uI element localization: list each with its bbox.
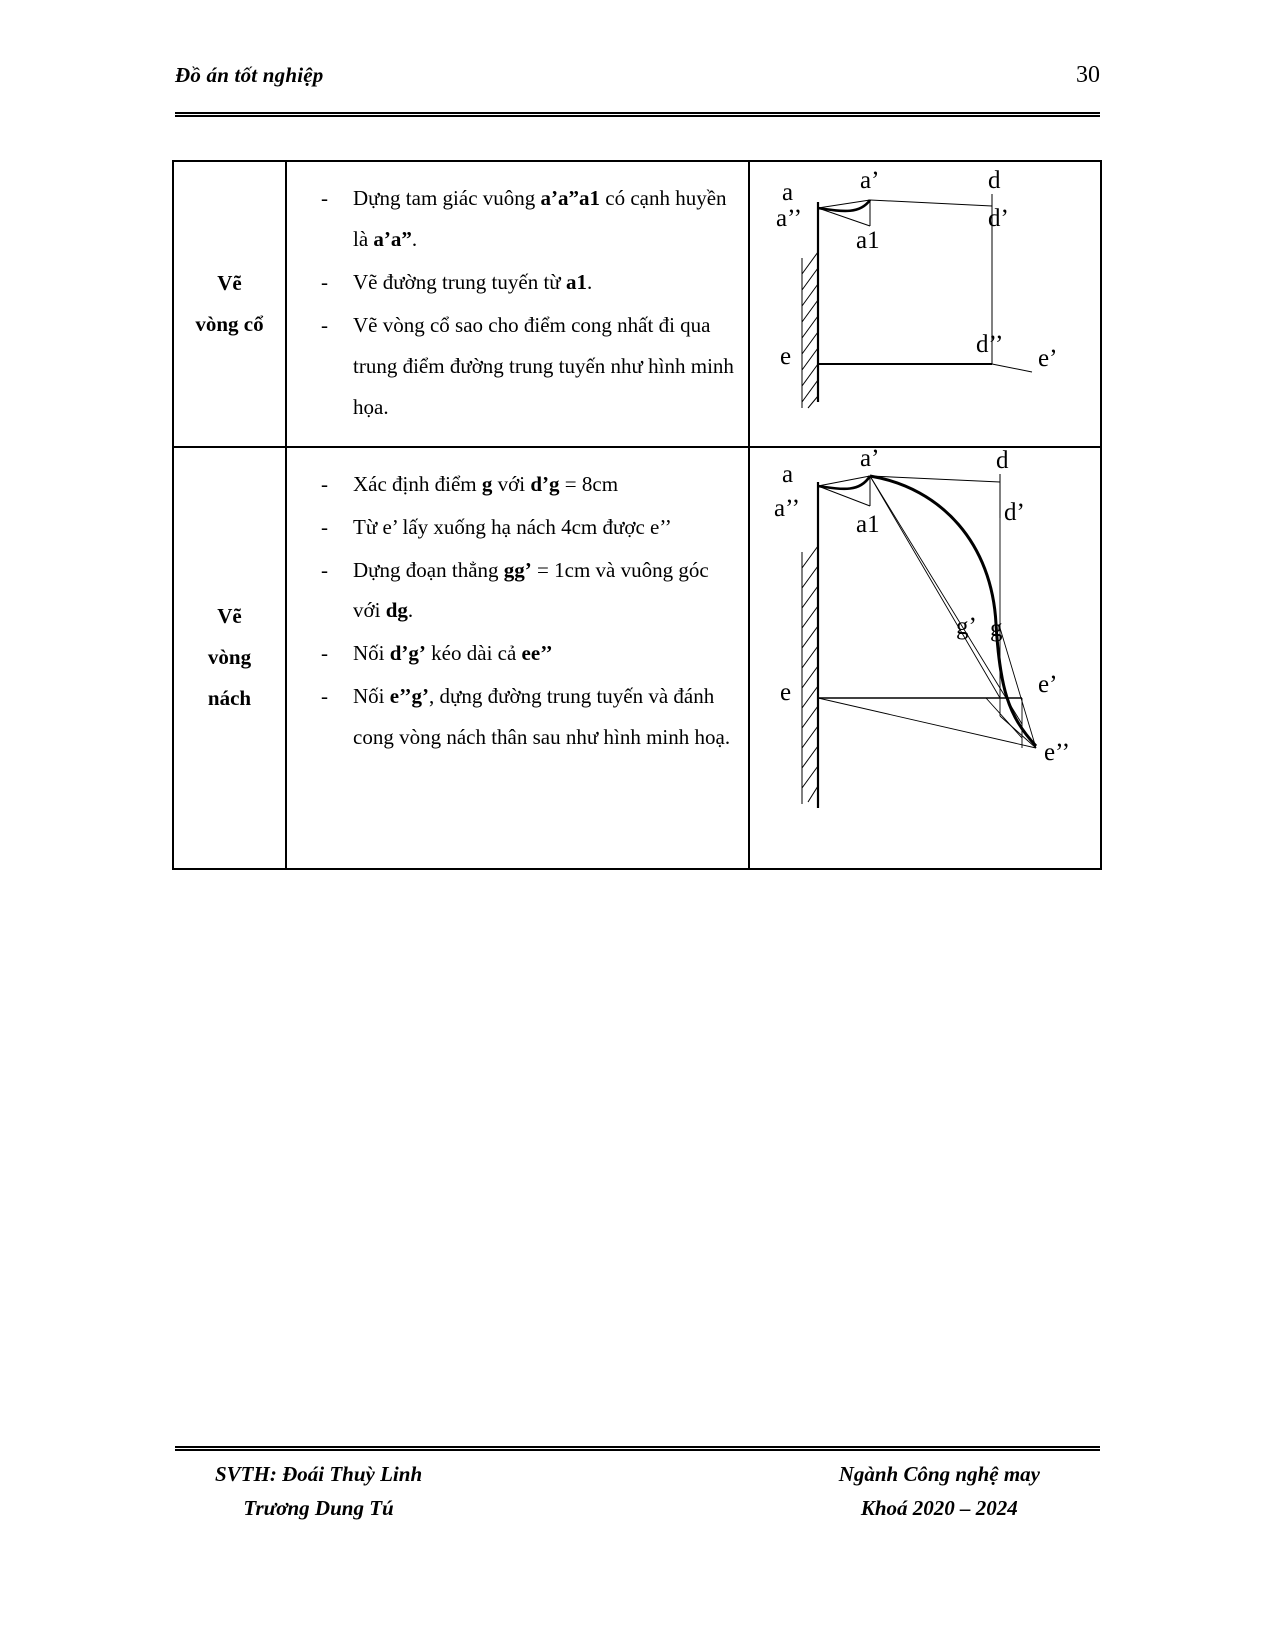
figure-label: e — [780, 678, 792, 706]
row-figure-cell — [749, 447, 1101, 869]
list-item: - Nối e’’g’, dựng đường trung tuyến và đánh cong vòng nách thân sau như hình minh hoạ. — [305, 676, 734, 758]
figure-label: d’’ — [976, 330, 1004, 358]
figure-label: a’’ — [774, 494, 800, 522]
footer-author-line1: SVTH: Đoái Thuỳ Linh — [215, 1462, 423, 1486]
header-divider — [175, 112, 1100, 117]
table-row — [173, 447, 1101, 869]
list-item: - Vẽ đường trung tuyến từ a1. — [305, 262, 734, 303]
armhole-drafting-figure — [760, 448, 1090, 868]
figure-label: d — [996, 447, 1009, 474]
list-item: - Vẽ vòng cổ sao cho điểm cong nhất đi qua trung điểm đường trung tuyến như hình minh họa. — [305, 305, 734, 428]
list-item: - Xác định điểm g với d’g = 8cm — [305, 464, 734, 505]
row-label-cell — [173, 161, 286, 447]
figure-label: e’ — [1038, 344, 1058, 372]
figure-label: a — [782, 178, 794, 206]
instruction-table — [172, 160, 1102, 870]
footer-program-line1: Ngành Công nghệ may — [838, 1462, 1040, 1486]
row-label-line: vòng — [207, 645, 252, 670]
row-label-line: Vẽ — [217, 604, 242, 629]
page-footer — [175, 1458, 1100, 1525]
row-label-line: nách — [207, 686, 252, 711]
footer-author — [175, 1458, 422, 1525]
figure-label: e — [780, 342, 792, 370]
list-item: - Từ e’ lấy xuống hạ nách 4cm được e’’ — [305, 507, 734, 548]
figure-label: a’’ — [776, 204, 802, 232]
figure-label: g’ — [956, 612, 977, 640]
figure-label: a’ — [860, 166, 880, 194]
row-steps-cell — [286, 161, 749, 447]
list-item: - Dựng tam giác vuông a’a”a1 có cạnh huyền là a’a”. — [305, 178, 734, 260]
steps-list — [287, 162, 748, 446]
figure-label: g — [990, 614, 1003, 642]
row-steps-cell — [286, 447, 749, 869]
header-title: Đồ án tốt nghiệp — [175, 63, 324, 87]
figure-label: d — [988, 166, 1001, 194]
figure-label: a1 — [856, 510, 880, 538]
table-row — [173, 161, 1101, 447]
figure-label: a1 — [856, 226, 880, 254]
steps-list — [287, 448, 748, 777]
row-label-line: Vẽ — [217, 270, 242, 295]
page-header — [175, 62, 1100, 89]
figure-label: e’’ — [1044, 738, 1070, 766]
footer-author-line2: Trương Dung Tú — [243, 1495, 394, 1520]
figure-label: d’ — [988, 204, 1009, 232]
header-page-number: 30 — [1076, 62, 1100, 88]
row-label-cell — [173, 447, 286, 869]
footer-program-line2: Khoá 2020 – 2024 — [860, 1495, 1018, 1520]
footer-program — [839, 1458, 1100, 1525]
list-item: - Dựng đoạn thẳng gg’ = 1cm và vuông góc với dg. — [305, 550, 734, 632]
figure-label: a — [782, 460, 794, 488]
figure-label: a’ — [860, 447, 880, 472]
footer-divider — [175, 1446, 1100, 1451]
neckline-drafting-figure — [760, 164, 1090, 444]
figure-label: e’ — [1038, 670, 1058, 698]
figure-label: d’ — [1004, 498, 1025, 526]
row-label-line: vòng cổ — [195, 311, 264, 336]
row-figure-cell — [749, 161, 1101, 447]
list-item: - Nối d’g’ kéo dài cả ee’’ — [305, 633, 734, 674]
